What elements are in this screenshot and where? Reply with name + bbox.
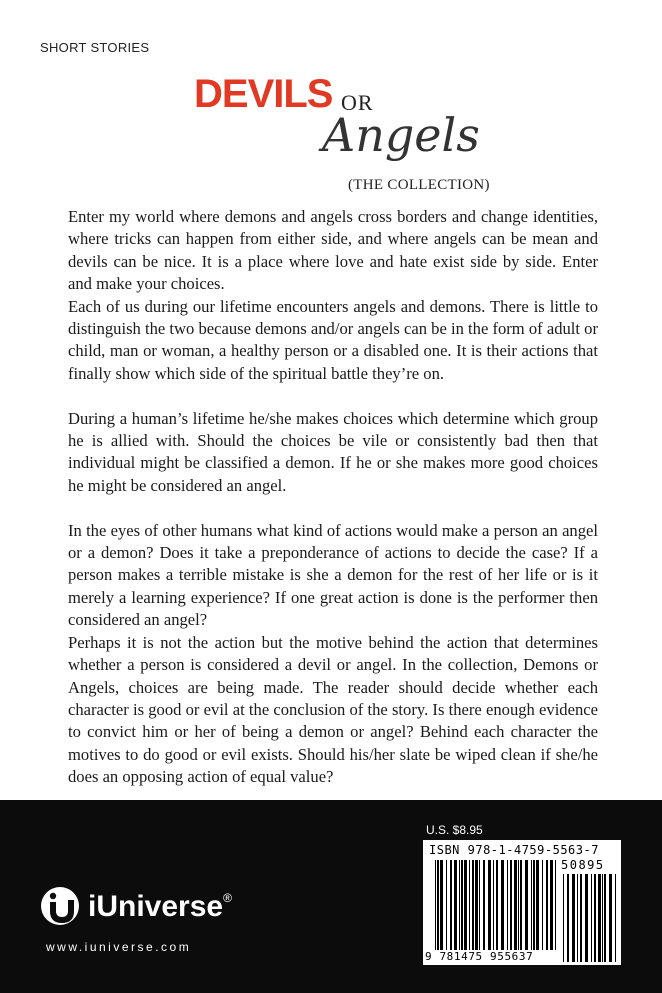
barcode-bars <box>423 840 621 965</box>
blurb-paragraph: During a human’s lifetime he/she makes choices which determine which group he is allied with. Should the choices be vile or consistently bad then that individual might be classified a demon. If he or she makes more good choices he might be considered an angel. <box>68 408 598 495</box>
title-devils: DEVILS <box>194 72 333 116</box>
barcode-bar <box>479 860 480 950</box>
barcode-bar <box>591 874 592 962</box>
blurb-paragraph: Enter my world where demons and angels cross borders and change identities, where tricks can happen from either side, and where angels can be mean and devils can be nice. It is a place where love and hate exist side by side. Enter and make your choices. <box>68 207 598 294</box>
barcode-bar <box>475 860 478 950</box>
title-or: OR <box>341 90 374 115</box>
barcode-bar <box>450 860 452 950</box>
isbn-barcode <box>423 840 621 965</box>
publisher-url[interactable]: www.iuniverse.com <box>46 940 192 954</box>
barcode-bar <box>567 874 569 962</box>
blurb-paragraph: Each of us during our lifetime encounters angels and demons. There is little to distinguish the two because demons and/or angels can be in the form of adult or child, man or woman, a healthy person or a disabled one. It is their actions that finally show which side of the spiritual battle they’re on. <box>68 296 598 383</box>
price-label: U.S. $8.95 <box>426 823 483 837</box>
barcode-bar <box>550 860 553 950</box>
barcode-bar <box>615 874 616 962</box>
trademark-symbol: ® <box>223 891 232 905</box>
barcode-bar <box>604 874 606 962</box>
barcode-bar <box>510 860 512 950</box>
barcode-bar <box>525 860 528 950</box>
barcode-bar <box>454 860 457 950</box>
barcode-bar <box>483 860 485 950</box>
barcode-bar <box>546 860 548 950</box>
barcode-bar <box>518 860 519 950</box>
barcode-bar <box>520 860 522 950</box>
isbn-text: ISBN 978-1-4759-5563-7 <box>429 843 599 857</box>
barcode-bar <box>533 860 535 950</box>
ean-digits: 9 781475 955637 <box>425 950 534 963</box>
barcode-bar <box>496 860 498 950</box>
barcode-bar <box>514 860 517 950</box>
barcode-bar <box>572 874 575 962</box>
blurb-paragraph: Perhaps it is not the action but the motive behind the action that determines whether a person is considered a devil or angel. In the collection, Demons or Angels, choices are being made. The reader should decide whether each character is good or evil at the conclusion of the story. Is there enough evidence to convict him or her of being a demon or angel? Behind each character the motives to do good or evil exists. Should his/her slate be wiped clean if she/he does an opposing action of equal value? <box>68 632 598 787</box>
barcode-bar <box>464 860 467 950</box>
barcode-bar <box>459 860 460 950</box>
category-label: SHORT STORIES <box>40 40 150 55</box>
barcode-bar <box>598 874 601 962</box>
addon-digits: 50895 <box>561 858 605 872</box>
barcode-bar <box>437 860 439 950</box>
barcode-bar <box>472 860 474 950</box>
barcode-bar <box>507 860 508 950</box>
barcode-bar <box>469 860 470 950</box>
barcode-bar <box>446 860 447 950</box>
barcode-bar <box>577 874 578 962</box>
footer-band <box>0 800 662 993</box>
barcode-bar <box>594 874 596 962</box>
barcode-bar <box>580 874 582 962</box>
barcode-bar <box>563 874 564 962</box>
back-cover-blurb <box>68 206 598 789</box>
barcode-bar <box>461 860 463 950</box>
barcode-bar <box>493 860 494 950</box>
barcode-bar <box>501 860 504 950</box>
barcode-bar <box>531 860 532 950</box>
barcode-bar <box>440 860 443 950</box>
barcode-bar <box>585 874 588 962</box>
barcode-bar <box>555 860 556 950</box>
iuniverse-logo-icon <box>40 886 80 926</box>
barcode-bar <box>542 860 543 950</box>
barcode-bar <box>435 860 436 950</box>
publisher-name: iUniverse <box>88 890 224 923</box>
blurb-paragraph: In the eyes of other humans what kind of actions would make a person an angel or a demon? Does it take a preponderance of actions to decide the case? If a person makes a terrible mistake is she a demon for the rest of her life or is it merely a learning experience? If one great action is done is the performer then considered an angel? <box>68 520 598 630</box>
barcode-bar <box>602 874 603 962</box>
book-subtitle: (THE COLLECTION) <box>348 177 490 193</box>
barcode-bar <box>488 860 491 950</box>
title-angels: Angels <box>322 108 480 162</box>
barcode-bar <box>536 860 539 950</box>
barcode-bar <box>609 874 612 962</box>
publisher-logo-text <box>88 892 232 922</box>
